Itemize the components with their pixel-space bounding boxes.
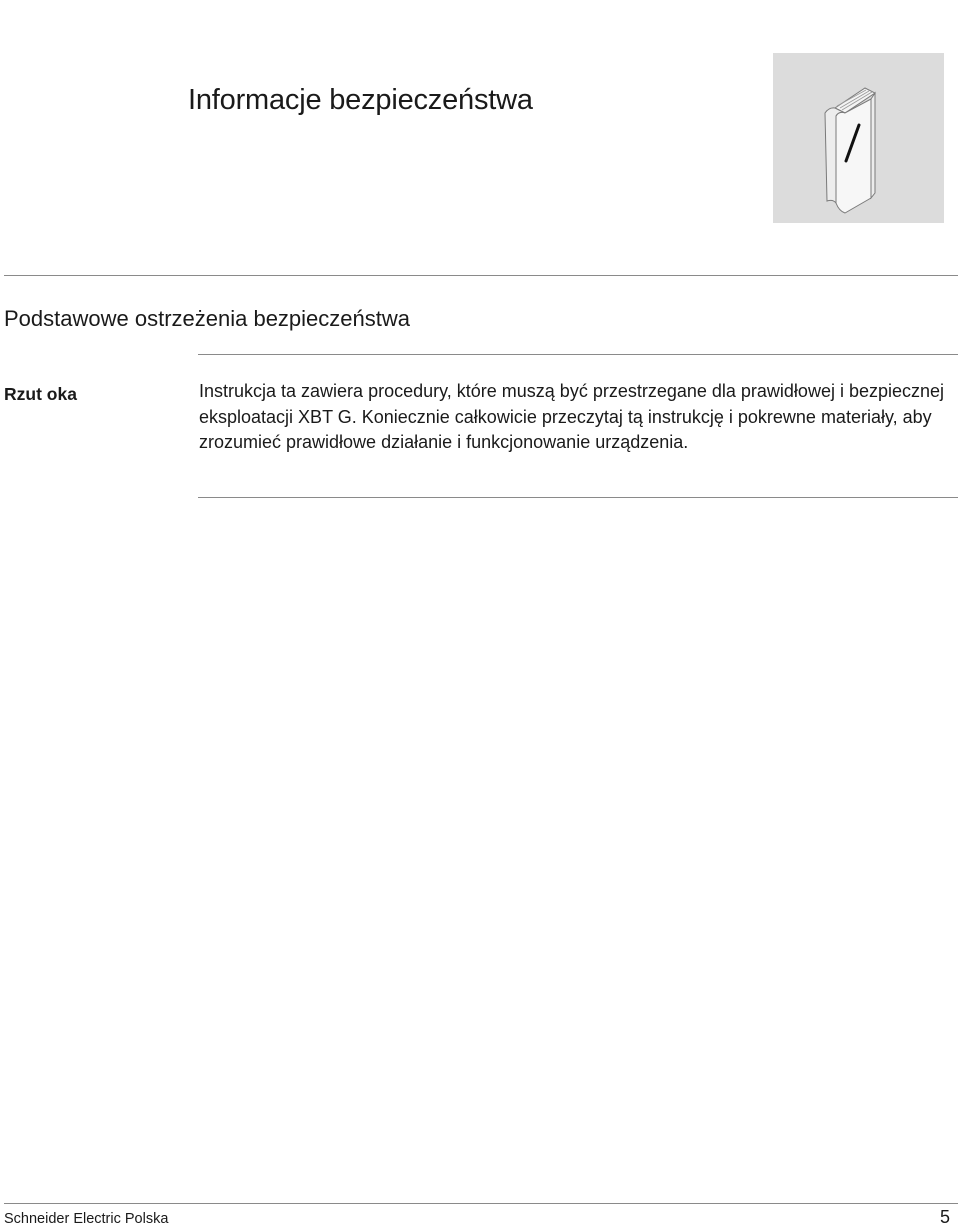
- header-divider: [4, 275, 958, 276]
- section-divider: [198, 354, 958, 355]
- book-illustration-panel: [773, 53, 944, 223]
- overview-label: Rzut oka: [4, 384, 77, 404]
- book-icon: [773, 53, 944, 223]
- section-title: Podstawowe ostrzeżenia bezpieczeństwa: [4, 306, 411, 331]
- footer-company: Schneider Electric Polska: [4, 1211, 169, 1227]
- footer-divider: [4, 1203, 958, 1204]
- page-title: Informacje bezpieczeństwa: [188, 84, 533, 116]
- overview-end-divider: [198, 497, 958, 498]
- page-number: 5: [939, 1207, 950, 1227]
- overview-text: Instrukcja ta zawiera procedury, które muszą być przestrzegane dla prawidłowej i bezpiecznej eksploatacji XBT G. Koniecznie całkowicie przeczytaj tą instrukcję i pokrewne materiały, aby zrozumieć prawidłowe działanie i funkcjonowanie urządzenia.: [199, 381, 945, 452]
